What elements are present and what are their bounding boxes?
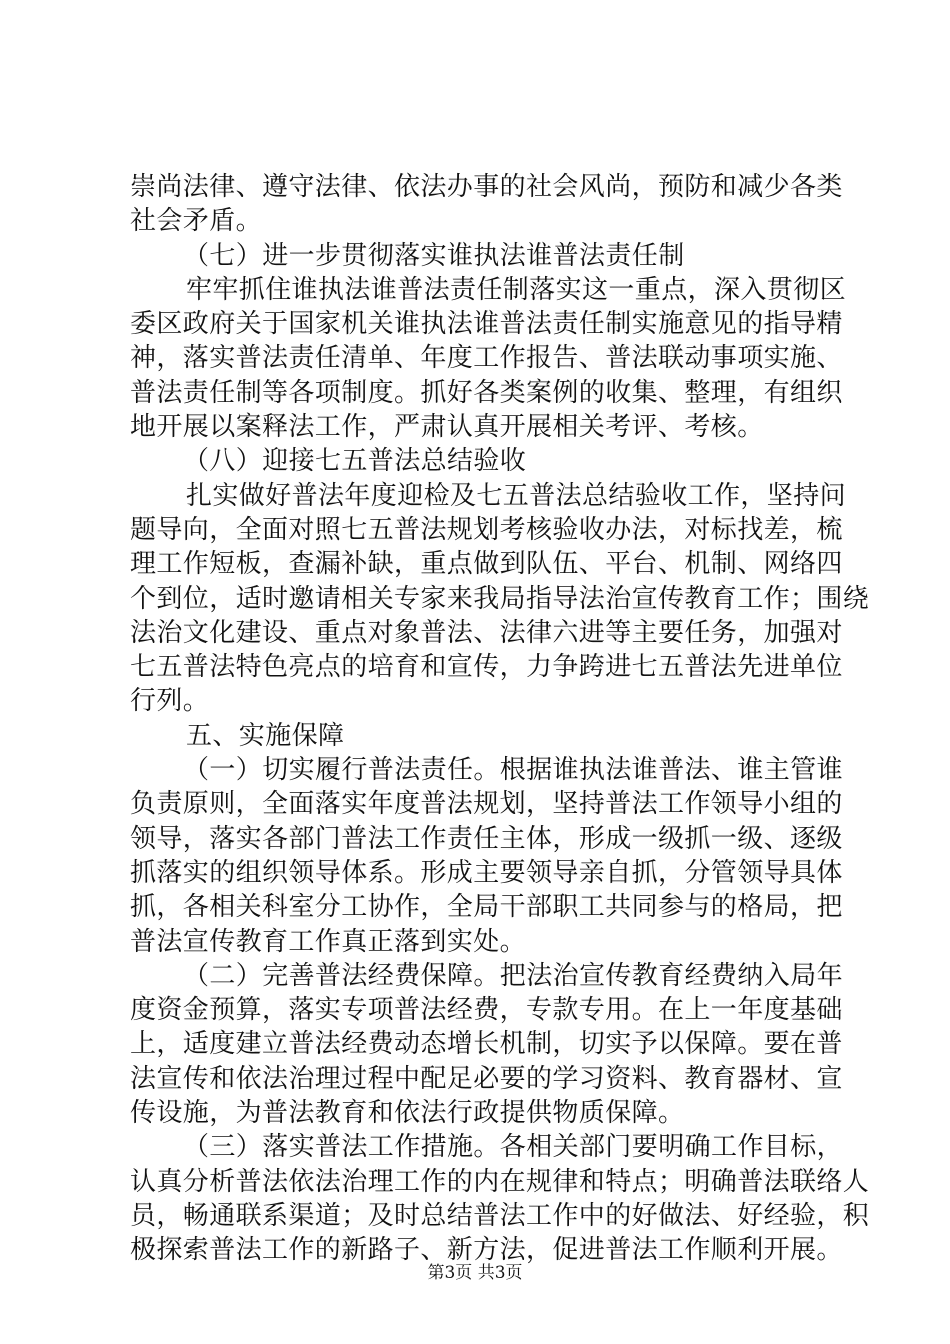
document-body	[130, 170, 870, 1268]
text-line: 理工作短板，查漏补缺，重点做到队伍、平台、机制、网络四	[130, 549, 843, 580]
text-line: 行列。	[130, 686, 210, 717]
text-line: 地开展以案释法工作，严肃认真开展相关考评、考核。	[130, 412, 764, 443]
text-line: 普法宣传教育工作真正落到实处。	[130, 926, 527, 957]
text-line: 抓落实的组织领导体系。形成主要领导亲自抓，分管领导具体	[130, 857, 843, 888]
paragraph-first-line: 牢牢抓住谁执法谁普法责任制落实这一重点，深入贯彻区	[186, 274, 847, 305]
text-line: 极探索普法工作的新路子、新方法，促进普法工作顺利开展。	[130, 1235, 843, 1266]
text-line: 普法责任制等各项制度。抓好各类案例的收集、整理，有组织	[130, 377, 843, 408]
section-heading: （七）进一步贯彻落实谁执法谁普法责任制	[183, 240, 685, 271]
text-line: 法宣传和依法治理过程中配足必要的学习资料、教育器材、宣	[130, 1063, 843, 1094]
text-line: 社会矛盾。	[130, 206, 263, 237]
paragraph-first-line: （三）落实普法工作措施。各相关部门要明确工作目标，	[183, 1132, 844, 1163]
chapter-heading: 五、实施保障	[186, 720, 345, 751]
text-line: 神，落实普法责任清单、年度工作报告、普法联动事项实施、	[130, 343, 843, 374]
text-line: 委区政府关于国家机关谁执法谁普法责任制实施意见的指导精	[130, 309, 843, 340]
section-heading: （八）迎接七五普法总结验收	[183, 446, 527, 477]
text-line: 传设施，为普法教育和依法行政提供物质保障。	[130, 1098, 685, 1129]
text-line: 度资金预算，落实专项普法经费，专款专用。在上一年度基础	[130, 995, 843, 1026]
text-line: 上，适度建立普法经费动态增长机制，切实予以保障。要在普	[130, 1029, 843, 1060]
text-line: 七五普法特色亮点的培育和宣传，力争跨进七五普法先进单位	[130, 652, 843, 683]
paragraph-first-line: （二）完善普法经费保障。把法治宣传教育经费纳入局年	[183, 960, 844, 991]
text-line: 负责原则，全面落实年度普法规划，坚持普法工作领导小组的	[130, 789, 843, 820]
text-line: 法治文化建设、重点对象普法、法律六进等主要任务，加强对	[130, 617, 843, 648]
paragraph-first-line: （一）切实履行普法责任。根据谁执法谁普法、谁主管谁	[183, 755, 844, 786]
text-line: 题导向，全面对照七五普法规划考核验收办法，对标找差，梳	[130, 514, 843, 545]
text-line: 个到位，适时邀请相关专家来我局指导法治宣传教育工作；围绕	[130, 583, 870, 614]
text-line: 崇尚法律、遵守法律、依法办事的社会风尚，预防和减少各类	[130, 172, 843, 202]
text-line: 领导，落实各部门普法工作责任主体，形成一级抓一级、逐级	[130, 823, 843, 854]
text-line: 抓，各相关科室分工协作，全局干部职工共同参与的格局，把	[130, 892, 843, 923]
text-line: 认真分析普法依法治理工作的内在规律和特点；明确普法联络人	[130, 1166, 870, 1197]
page-number-footer: 第3页 共3页	[427, 1263, 523, 1283]
paragraph-first-line: 扎实做好普法年度迎检及七五普法总结验收工作，坚持问	[186, 480, 847, 511]
text-line: 员，畅通联系渠道；及时总结普法工作中的好做法、好经验，积	[130, 1200, 870, 1231]
